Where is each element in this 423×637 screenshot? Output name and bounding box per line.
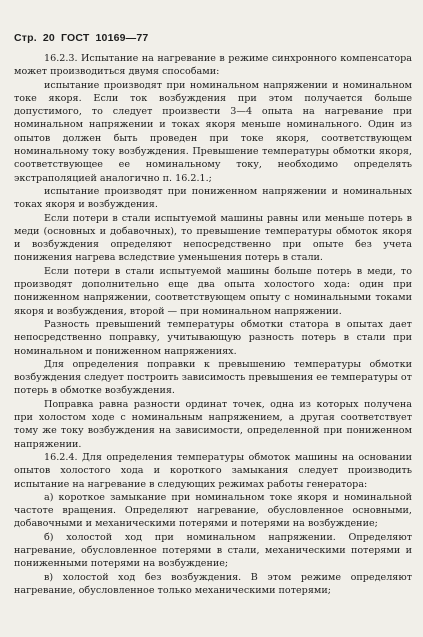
page-number: 20 — [42, 32, 55, 44]
page-label: Стр. — [14, 32, 37, 44]
paragraph: Если потери в стали испытуемой машины равны или меньше потерь в меди (основных и добавочных), то превышение температуры обмоток якоря и возбуждения определяют непосредственно при опыте без учета понижения нагрева вследствие уменьшения потерь в стали. — [14, 212, 412, 264]
paragraph: испытание производят при номинальном напряжении и номинальном токе якоря. Если ток возбуждения при этом получается больше допустимого, то следует произвести 3—4 опыта на нагревание при номинальном напряжении и токах якоря меньше номинального. Один из опытов должен быть проведен при токе якоря, соответствующем номинальному току возбуждения. Превышение температуры обмотки якоря, соответствующее ее номинальному току, необходимо определять экстраполяцией аналогично п. 16.2.1.; — [14, 79, 412, 184]
paragraph: 16.2.4. Для определения температуры обмоток машины на основании опытов холостого хода и короткого замыкания следует производить испытание на нагревание в следующих режимах работы генератора: — [14, 451, 412, 490]
document-body — [14, 52, 412, 597]
paragraph: испытание производят при пониженном напряжении и номинальных токах якоря и возбуждения. — [14, 185, 412, 211]
paragraph: а) короткое замыкание при номинальном токе якоря и номинальной частоте вращения. Определяют нагревание, обусловленное основными, добавочными и механическими потерями и потерями на возбуждение; — [14, 491, 412, 530]
paragraph: Если потери в стали испытуемой машины больше потерь в меди, то производят дополнительно еще два опыта холостого хода: один при пониженном напряжении, соответствующем опыту с номинальными токами якоря и возбуждения, второй — при номинальном напряжении. — [14, 265, 412, 317]
paragraph: Для определения поправки к превышению температуры обмотки возбуждения следует построить зависимость превышения ее температуры от потерь в обмотке возбуждения. — [14, 358, 412, 397]
paragraph: 16.2.3. Испытание на нагревание в режиме синхронного компенсатора может производиться двумя способами: — [14, 53, 412, 78]
page-header — [14, 32, 154, 44]
paragraph: Поправка равна разности ординат точек, одна из которых получена при холостом ходе с номинальным напряжением, а другая соответствует тому же току возбуждения на зависимости, определенной при пониженном напряжении. — [14, 398, 412, 450]
paragraph: в) холостой ход без возбуждения. В этом режиме определяют нагревание, обусловленное только механическими потерями; — [14, 571, 412, 596]
gost-label: ГОСТ — [60, 32, 90, 44]
paragraph: Разность превышений температуры обмотки статора в опытах дает непосредственно поправку, учитывающую разность потерь в стали при номинальном и пониженном напряжениях. — [14, 318, 412, 357]
paragraph: б) холостой ход при номинальном напряжении. Определяют нагревание, обусловленное потерями в стали, механическими потерями и пониженными потерями на возбуждение; — [14, 531, 412, 570]
standard-number: 10169—77 — [95, 32, 149, 44]
